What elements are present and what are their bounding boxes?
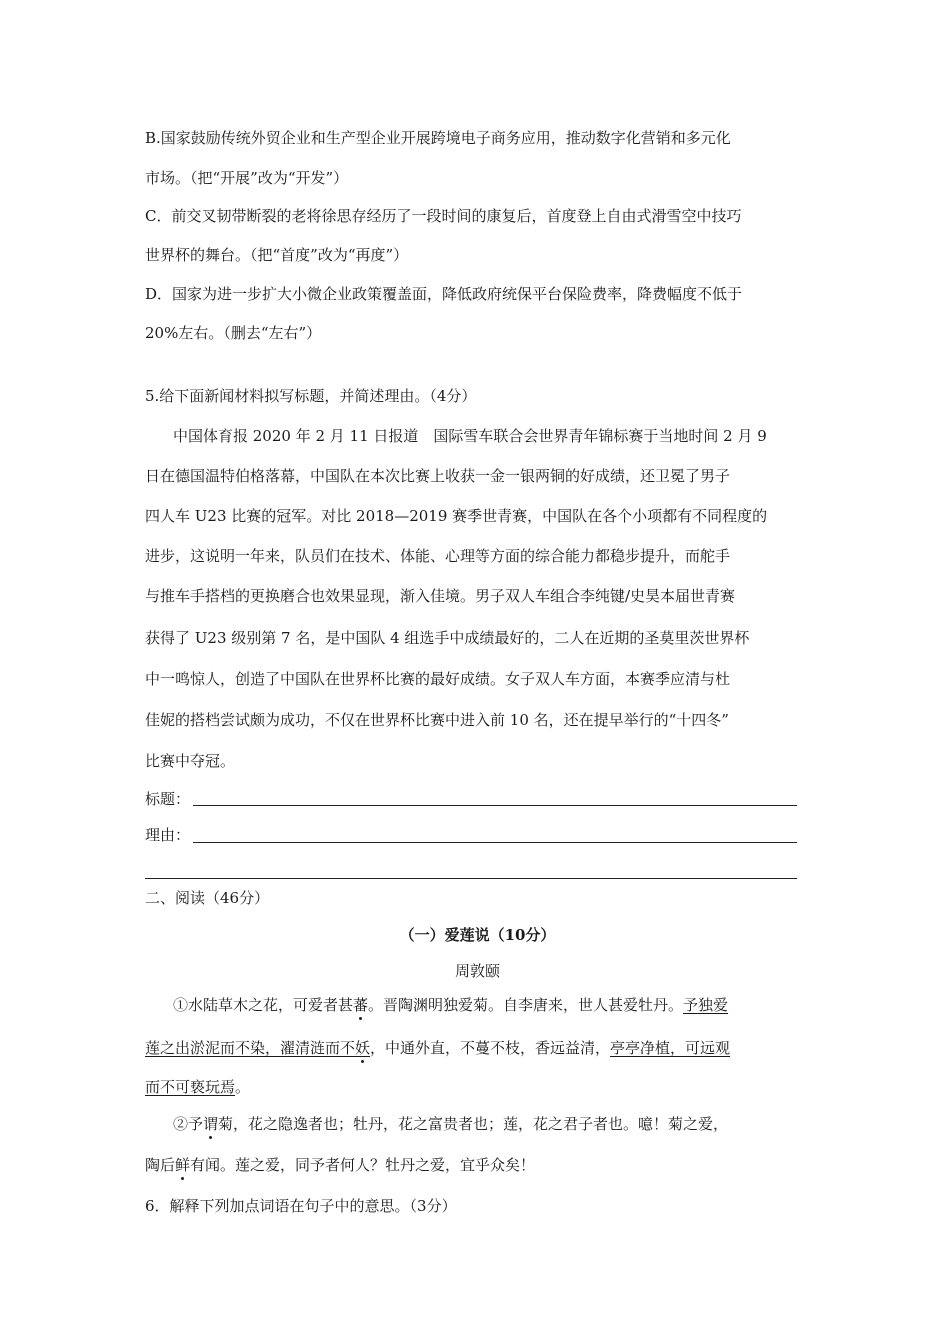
underlined-text: 予独爱 bbox=[683, 996, 729, 1014]
news-line-9: 比赛中夺冠。 bbox=[145, 752, 236, 770]
dotted-word: 谓 bbox=[203, 1115, 219, 1133]
news-line-2: 日在德国温特伯格落幕，中国队在本次比赛上收获一金一银两铜的好成绩，还卫冕了男子 bbox=[145, 467, 731, 485]
title-label: 标题： bbox=[145, 790, 191, 808]
option-d-line-2: 20%左右。（删去“左右”） bbox=[145, 324, 322, 342]
news-line-1: 中国体育报 2020 年 2 月 11 日报道 国际雪车联合会世界青年锦标赛于当地时间 2 月 9 bbox=[173, 427, 767, 445]
option-c-line-1: C．前交叉韧带断裂的老将徐思存经历了一段时间的康复后，首度登上自由式滑雪空中技巧 bbox=[145, 207, 742, 225]
question-5: 5.给下面新闻材料拟写标题，并简述理由。（4分） bbox=[145, 387, 477, 405]
passage-p1-line-2 bbox=[145, 1038, 810, 1058]
dotted-word: 蕃 bbox=[353, 996, 369, 1014]
option-b-line-2: 市场。（把“开展”改为“开发”） bbox=[145, 169, 349, 187]
text: ①水陆草木之花，可爱者甚 bbox=[173, 996, 354, 1014]
option-b-line-1: B.国家鼓励传统外贸企业和生产型企业开展跨境电子商务应用，推动数字化营销和多元化 bbox=[145, 129, 731, 147]
dotted-word: 鲜 bbox=[175, 1156, 191, 1174]
passage-p1-line-3 bbox=[145, 1077, 810, 1097]
text: 有闻。莲之爱，同予者何人？牡丹之爱，宜乎众矣！ bbox=[190, 1156, 536, 1174]
passage-p2-line-1 bbox=[173, 1114, 810, 1134]
title-answer-line[interactable] bbox=[193, 805, 797, 806]
reason-answer-line-2[interactable] bbox=[145, 878, 797, 879]
text: 。 bbox=[235, 1078, 251, 1096]
passage-author: 周敦颐 bbox=[454, 962, 500, 980]
news-line-5: 与推车手搭档的更换磨合也效果显现，渐入佳境。男子双人车组合李纯键/史昊本届世青赛 bbox=[145, 587, 736, 605]
option-d-line-1: D．国家为进一步扩大小微企业政策覆盖面，降低政府统保平台保险费率，降费幅度不低于 bbox=[145, 285, 743, 303]
text: ，中通外直，不蔓不枝，香远益清， bbox=[370, 1039, 611, 1057]
dotted-word: 妖 bbox=[355, 1039, 371, 1057]
reason-answer-line[interactable] bbox=[193, 842, 797, 843]
section-heading: 二、阅读（46分） bbox=[145, 889, 270, 907]
passage-p2-line-2 bbox=[145, 1155, 810, 1175]
news-line-8: 佳妮的搭档尝试颇为成功，不仅在世界杯比赛中进入前 10 名，还在提早举行的“十四冬” bbox=[145, 711, 729, 729]
underlined-text: 亭亭净植，可远观 bbox=[610, 1039, 731, 1057]
news-line-3: 四人车 U23 比赛的冠军。对比 2018—2019 赛季世青赛，中国队在各个小项都有不同程度的 bbox=[145, 507, 768, 525]
text: ②予 bbox=[173, 1115, 204, 1133]
text: 陶后 bbox=[145, 1156, 176, 1174]
underlined-text: 而不可亵玩焉 bbox=[145, 1078, 236, 1096]
text: 。晋陶渊明独爱菊。自李唐来，世人甚爱牡丹。 bbox=[368, 996, 684, 1014]
news-line-6: 获得了 U23 级别第 7 名，是中国队 4 组选手中成绩最好的，二人在近期的圣莫里茨世界杯 bbox=[145, 629, 750, 647]
text: 菊，花之隐逸者也；牡丹，花之富贵者也；莲，花之君子者也。噫！菊之爱， bbox=[218, 1115, 729, 1133]
underlined-text: 莲之出淤泥而不染，濯清涟而不 bbox=[145, 1039, 356, 1057]
option-c-line-2: 世界杯的舞台。（把“首度”改为“再度”） bbox=[145, 246, 409, 264]
news-line-4: 进步，这说明一年来，队员们在技术、体能、心理等方面的综合能力都稳步提升，而舵手 bbox=[145, 547, 731, 565]
passage-p1-line-1 bbox=[173, 995, 810, 1015]
reason-label: 理由： bbox=[145, 826, 191, 844]
question-6: 6．解释下列加点词语在句子中的意思。（3分） bbox=[145, 1197, 457, 1215]
passage-title: （一）爱莲说（10分） bbox=[399, 926, 556, 944]
news-line-7: 中一鸣惊人，创造了中国队在世界杯比赛的最好成绩。女子双人车方面，本赛季应清与杜 bbox=[145, 670, 731, 688]
